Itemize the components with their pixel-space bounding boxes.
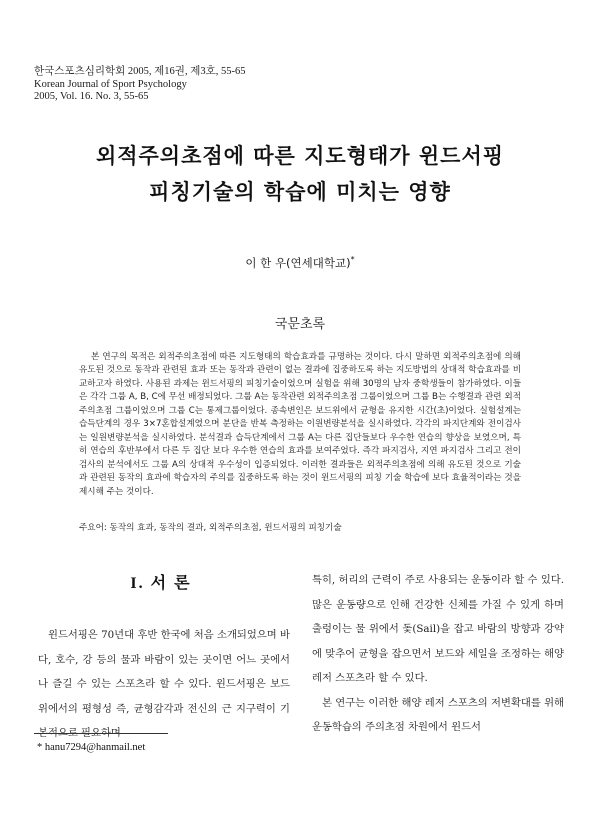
author-name: 이 한 우(연세대학교) (245, 255, 351, 270)
journal-header (34, 66, 334, 104)
body-column-right (312, 568, 564, 740)
author-line (40, 253, 560, 270)
body-paragraph: 윈드서핑은 70년대 후반 한국에 처음 소개되었으며 바다, 호수, 강 등의 물과 바람이 있는 곳이면 어느 곳에서나 즐길 수 있는 스포츠라 할 수 있다. 윈드서핑은 보드 위에서의 평형성 즉, 균형감각과 전신의 근 지구력이 기본적으로 필요하며 (38, 629, 290, 739)
journal-citation-english: 2005, Vol. 16. No. 3, 55-65 (34, 91, 149, 102)
footnote-email: * hanu7294@hanmail.net (37, 742, 146, 753)
paper-title-line-2: 피칭기술의 학습에 미치는 영향 (149, 179, 451, 204)
footnote-divider (34, 733, 168, 734)
body-column-left (38, 623, 290, 746)
keywords: 주요어: 동작의 효과, 동작의 결과, 외적주의초점, 윈드서핑의 피칭기술 (79, 523, 342, 533)
paper-title (40, 138, 560, 210)
section-heading-introduction: I. 서 론 (130, 575, 192, 592)
abstract-body: 본 연구의 목적은 외적주의초점에 따른 지도형태의 학습효과를 규명하는 것이다. 다시 말하면 외적주의초점에 의해 유도된 것으로 동작과 관련된 효과 또는 동작과 관련이 없는 결과에 집중하도록 하는 지도방법의 상대적 학습효과를 비교하고자 하였다. 사용된 과제는 윈드서핑의 피칭기술이었으며 실험을 위해 30명의 남자 중학생들이 참가하였다. 이들은 각각 그룹 A, B, C에 무선 배정되었다. 그룹 A는 동작관련 외적주의초점 그룹이었으며 그룹 B는 수행결과 관련 외적주의초점 그룹이었으며 그룹 C는 통제그룹이었다. 종속변인은 보드위에서 균형을 유지한 시간(초)이었다. 실험설계는 습득단계의 경우 3×7혼합설계였으며 분단을 반복 측정하는 이원변량분석을 실시하였다. 각각의 파지단계와 전이검사는 일원변량분석을 실시하였다. 분석결과 습득단계에서 그룹 A는 다른 집단들보다 우수한 연습의 향상을 보였으며, 특히 연습의 후반부에서 다른 두 집단 보다 우수한 연습의 효과를 보여주었다. 즉각 파지검사, 지연 파지검사 그리고 전이검사의 분석에서도 그룹 A의 상대적 우수성이 입증되었다. 이러한 결과들은 외적주의초점에 의해 유도된 것으로 기술과 관련된 동작의 효과에 학습자의 주의를 집중하도록 하는 것이 윈드서핑의 피칭 기술 학습에 보다 효율적이라는 것을 제시해 주는 것이다. (79, 352, 521, 497)
body-paragraph: 본 연구는 이러한 해양 레저 스포츠의 저변확대를 위해 운동학습의 주의초점 차원에서 윈드서 (312, 696, 564, 733)
paper-title-line-1: 외적주의초점에 따른 지도형태가 윈드서핑 (95, 143, 505, 168)
abstract (79, 351, 521, 499)
body-paragraph-continued: 특히, 허리의 근력이 주로 사용되는 운동이라 할 수 있다. 많은 운동량으로 인해 건강한 신체를 가질 수 있게 하며 출렁이는 물 위에서 돛(Sail)을 잡고 바람의 방향과 강약에 맞추어 균형을 잡으면서 보드와 세일을 조정하는 해양 레저 스포츠라 할 수 있다. (312, 574, 564, 684)
author-footnote-mark: * (350, 255, 355, 264)
journal-citation-korean: 한국스포츠심리학회 2005, 제16권, 제3호, 55-65 (34, 66, 246, 77)
journal-name-english: Korean Journal of Sport Psychology (34, 78, 187, 90)
abstract-heading: 국문초록 (274, 317, 326, 332)
